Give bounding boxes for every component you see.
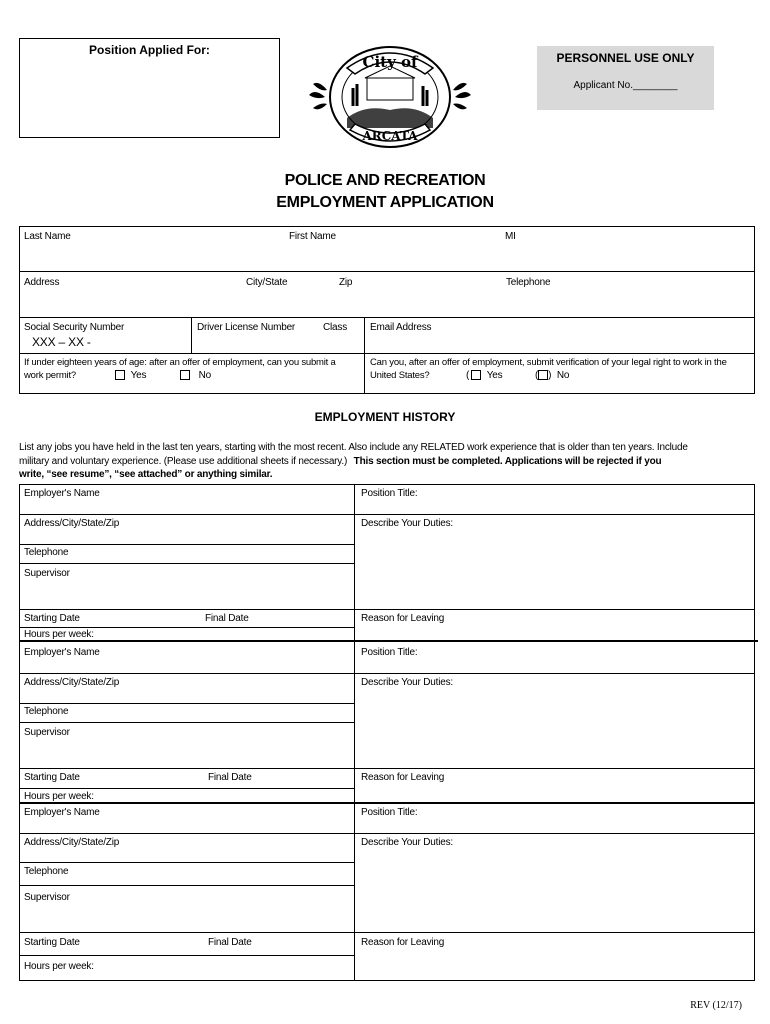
driver-license-field[interactable]: Driver License Number — [197, 322, 296, 333]
instructions-line-2-normal: military and voluntary experience. (Please use additional sheets if necessary.) — [19, 456, 348, 467]
work-permit-no[interactable] — [180, 370, 211, 381]
no-label: No — [198, 370, 211, 381]
ssn-value: XXX – XX - — [32, 335, 91, 349]
employer-address-field[interactable]: Address/City/State/Zip — [24, 837, 120, 848]
instructions-line-3: write, “see resume”, “see attached” or anything similar. — [19, 469, 273, 480]
work-permit-yes[interactable] — [115, 370, 146, 381]
starting-date-field[interactable]: Starting Date — [24, 613, 80, 624]
last-name-field[interactable]: Last Name — [24, 231, 71, 242]
personnel-use-box — [537, 46, 714, 110]
employer-name-field[interactable]: Employer's Name — [24, 807, 100, 818]
employer-address-field[interactable]: Address/City/State/Zip — [24, 677, 120, 688]
paren-open: ( — [466, 370, 470, 381]
personal-info-section — [19, 226, 755, 394]
city-of-arcata-logo — [305, 40, 475, 155]
logo-bottom-text: ARCATA — [362, 129, 418, 143]
checkbox-icon[interactable] — [471, 370, 481, 380]
position-applied-box[interactable] — [19, 38, 280, 138]
duties-field[interactable]: Describe Your Duties: — [361, 518, 453, 529]
seal-graphic — [305, 40, 475, 155]
position-applied-label: Position Applied For: — [89, 43, 210, 57]
email-field[interactable]: Email Address — [370, 322, 432, 333]
duties-field[interactable]: Describe Your Duties: — [361, 837, 453, 848]
checkbox-icon[interactable] — [180, 370, 190, 380]
supervisor-field[interactable]: Supervisor — [24, 568, 70, 579]
starting-date-field[interactable]: Starting Date — [24, 937, 80, 948]
yes-label: Yes — [486, 370, 503, 381]
title-line-1: POLICE AND RECREATION — [284, 172, 486, 189]
reason-leaving-field[interactable]: Reason for Leaving — [361, 772, 445, 783]
reason-leaving-field[interactable]: Reason for Leaving — [361, 613, 445, 624]
employer-telephone-field[interactable]: Telephone — [24, 866, 69, 877]
applicant-number[interactable]: Applicant No.________ — [573, 80, 678, 91]
legal-right-yes[interactable] — [466, 370, 502, 381]
city-state-field[interactable]: City/State — [246, 277, 288, 288]
employment-history-heading: EMPLOYMENT HISTORY — [314, 410, 456, 424]
work-permit-question-cont: work permit? — [24, 370, 76, 381]
checkbox-icon[interactable] — [538, 370, 548, 380]
address-field[interactable]: Address — [24, 277, 60, 288]
employer-name-field[interactable]: Employer's Name — [24, 647, 100, 658]
hours-per-week-field[interactable]: Hours per week: — [24, 961, 94, 972]
hours-per-week-field[interactable]: Hours per week: — [24, 791, 94, 802]
no-label: No — [556, 370, 570, 381]
personnel-use-title: PERSONNEL USE ONLY — [556, 51, 695, 65]
paren-close: ) — [548, 370, 552, 381]
paren-open: ( — [535, 370, 539, 381]
starting-date-field[interactable]: Starting Date — [24, 772, 80, 783]
ssn-field[interactable]: Social Security Number — [24, 322, 125, 333]
instructions-line-2 — [19, 455, 749, 469]
legal-right-question: Can you, after an offer of employment, submit verification of your legal right to work in the — [370, 357, 727, 368]
employer-telephone-field[interactable]: Telephone — [24, 547, 69, 558]
yes-label: Yes — [130, 370, 147, 381]
final-date-field[interactable]: Final Date — [205, 613, 249, 624]
final-date-field[interactable]: Final Date — [208, 772, 252, 783]
legal-right-no[interactable] — [535, 370, 569, 381]
employer-address-field[interactable]: Address/City/State/Zip — [24, 518, 120, 529]
instructions-line-2-bold: This section must be completed. Applications will be rejected if you — [353, 456, 662, 467]
instructions-line-1: List any jobs you have held in the last ten years, starting with the most recent. Also include any RELATED work experience that is older than ten years. Include — [19, 442, 688, 453]
supervisor-field[interactable]: Supervisor — [24, 892, 70, 903]
hours-per-week-field[interactable]: Hours per week: — [24, 629, 94, 640]
title-line-2: EMPLOYMENT APPLICATION — [276, 194, 494, 211]
checkbox-icon[interactable] — [115, 370, 125, 380]
duties-field[interactable]: Describe Your Duties: — [361, 677, 453, 688]
history-instructions — [19, 441, 749, 481]
legal-right-question-cont: United States? — [370, 370, 430, 381]
employer-telephone-field[interactable]: Telephone — [24, 706, 69, 717]
logo-top-text: City of — [362, 53, 418, 71]
telephone-field[interactable]: Telephone — [506, 277, 551, 288]
employer-name-field[interactable]: Employer's Name — [24, 488, 100, 499]
page-title — [0, 170, 770, 214]
middle-initial-field[interactable]: MI — [505, 231, 516, 242]
supervisor-field[interactable]: Supervisor — [24, 727, 70, 738]
zip-field[interactable]: Zip — [339, 277, 353, 288]
license-class-field[interactable]: Class — [323, 322, 348, 333]
reason-leaving-field[interactable]: Reason for Leaving — [361, 937, 445, 948]
position-title-field[interactable]: Position Title: — [361, 488, 418, 499]
position-title-field[interactable]: Position Title: — [361, 647, 418, 658]
work-permit-question: If under eighteen years of age: after an offer of employment, can you submit a — [24, 357, 336, 368]
position-title-field[interactable]: Position Title: — [361, 807, 418, 818]
final-date-field[interactable]: Final Date — [208, 937, 252, 948]
revision-note: REV (12/17) — [690, 1000, 742, 1011]
first-name-field[interactable]: First Name — [289, 231, 336, 242]
